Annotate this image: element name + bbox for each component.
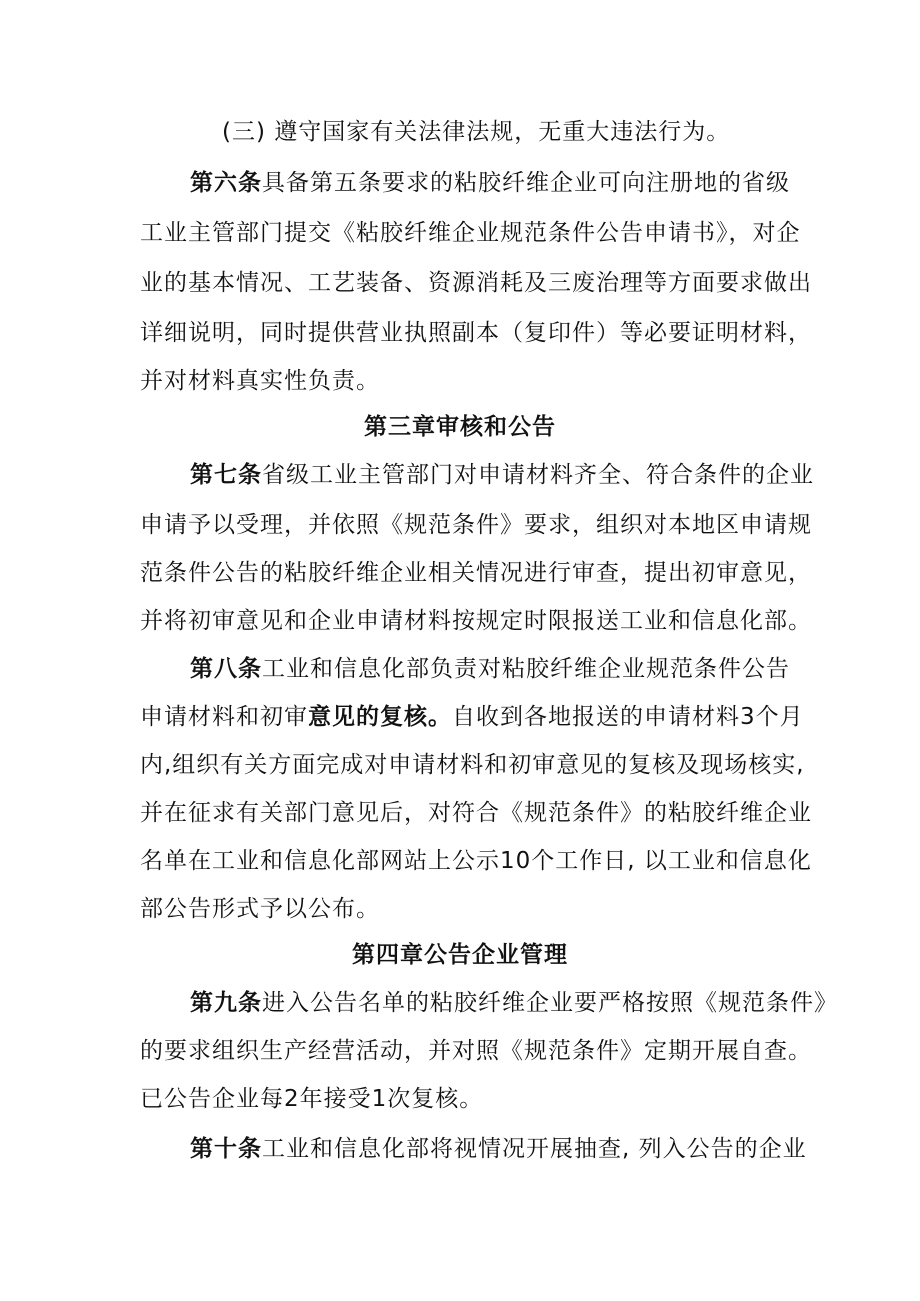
article-7-line-1 xyxy=(190,460,814,490)
article-8-line-3: 内,组织有关方面完成对申请材料和初审意见的复核及现场核实, xyxy=(140,752,805,778)
article-6-line-3: 业的基本情况、工艺装备、资源消耗及三废治理等方面要求做出 xyxy=(140,270,812,296)
article-8-label: 第八条 xyxy=(190,656,262,682)
article-8-text-2-bold: 意见的复核。 xyxy=(308,704,452,730)
article-8-text-2b: 自收到各地报送的申请材料3个月 xyxy=(452,704,804,730)
article-6-line-5: 并对材料真实性负责。 xyxy=(140,368,380,394)
article-8-line-2 xyxy=(140,702,804,732)
article-6-line-1 xyxy=(190,168,790,198)
article-8-line-1 xyxy=(190,654,790,684)
article-10-text-1: 工业和信息化部将视情况开展抽查, 列入公告的企业 xyxy=(262,1136,807,1162)
article-10-label: 第十条 xyxy=(190,1136,262,1162)
article-8-line-4: 并在征求有关部门意见后，对符合《规范条件》的粘胶纤维企业 xyxy=(140,800,812,826)
article-9-text-1: 进入公告名单的粘胶纤维企业要严格按照《规范条件》 xyxy=(262,990,838,1016)
article-8-text-2a: 申请材料和初审 xyxy=(140,704,308,730)
article-6-text-1: 具备第五条要求的粘胶纤维企业可向注册地的省级 xyxy=(262,170,790,196)
article-9-line-2: 的要求组织生产经营活动，并对照《规范条件》定期开展自查。 xyxy=(140,1038,812,1064)
article-10-line-1 xyxy=(190,1134,807,1164)
article-7-line-3: 范条件公告的粘胶纤维企业相关情况进行审查，提出初审意见， xyxy=(140,560,812,586)
item-three: (三) 遵守国家有关法律法规，无重大违法行为。 xyxy=(222,119,731,145)
article-6-line-2: 工业主管部门提交《粘胶纤维企业规范条件公告申请书》，对企 xyxy=(140,220,801,246)
article-9-line-3: 已公告企业每2年接受1次复核。 xyxy=(140,1086,484,1112)
article-6-line-4: 详细说明，同时提供营业执照副本（复印件）等必要证明材料， xyxy=(140,320,812,346)
chapter-3-heading: 第三章审核和公告 xyxy=(364,414,556,440)
article-8-text-1: 工业和信息化部负责对粘胶纤维企业规范条件公告 xyxy=(262,656,790,682)
article-8-line-6: 部公告形式予以公布。 xyxy=(140,896,380,922)
article-8-line-5: 名单在工业和信息化部网站上公示10个工作日, 以工业和信息化 xyxy=(140,848,812,874)
article-7-text-1: 省级工业主管部门对申请材料齐全、符合条件的企业 xyxy=(262,462,814,488)
article-9-line-1 xyxy=(190,988,838,1018)
article-7-line-4: 并将初审意见和企业申请材料按规定时限报送工业和信息化部。 xyxy=(140,608,812,634)
article-9-label: 第九条 xyxy=(190,990,262,1016)
chapter-4-heading: 第四章公告企业管理 xyxy=(352,942,568,968)
article-7-label: 第七条 xyxy=(190,462,262,488)
article-6-label: 第六条 xyxy=(190,170,262,196)
article-7-line-2: 申请予以受理，并依照《规范条件》要求，组织对本地区申请规 xyxy=(140,512,812,538)
